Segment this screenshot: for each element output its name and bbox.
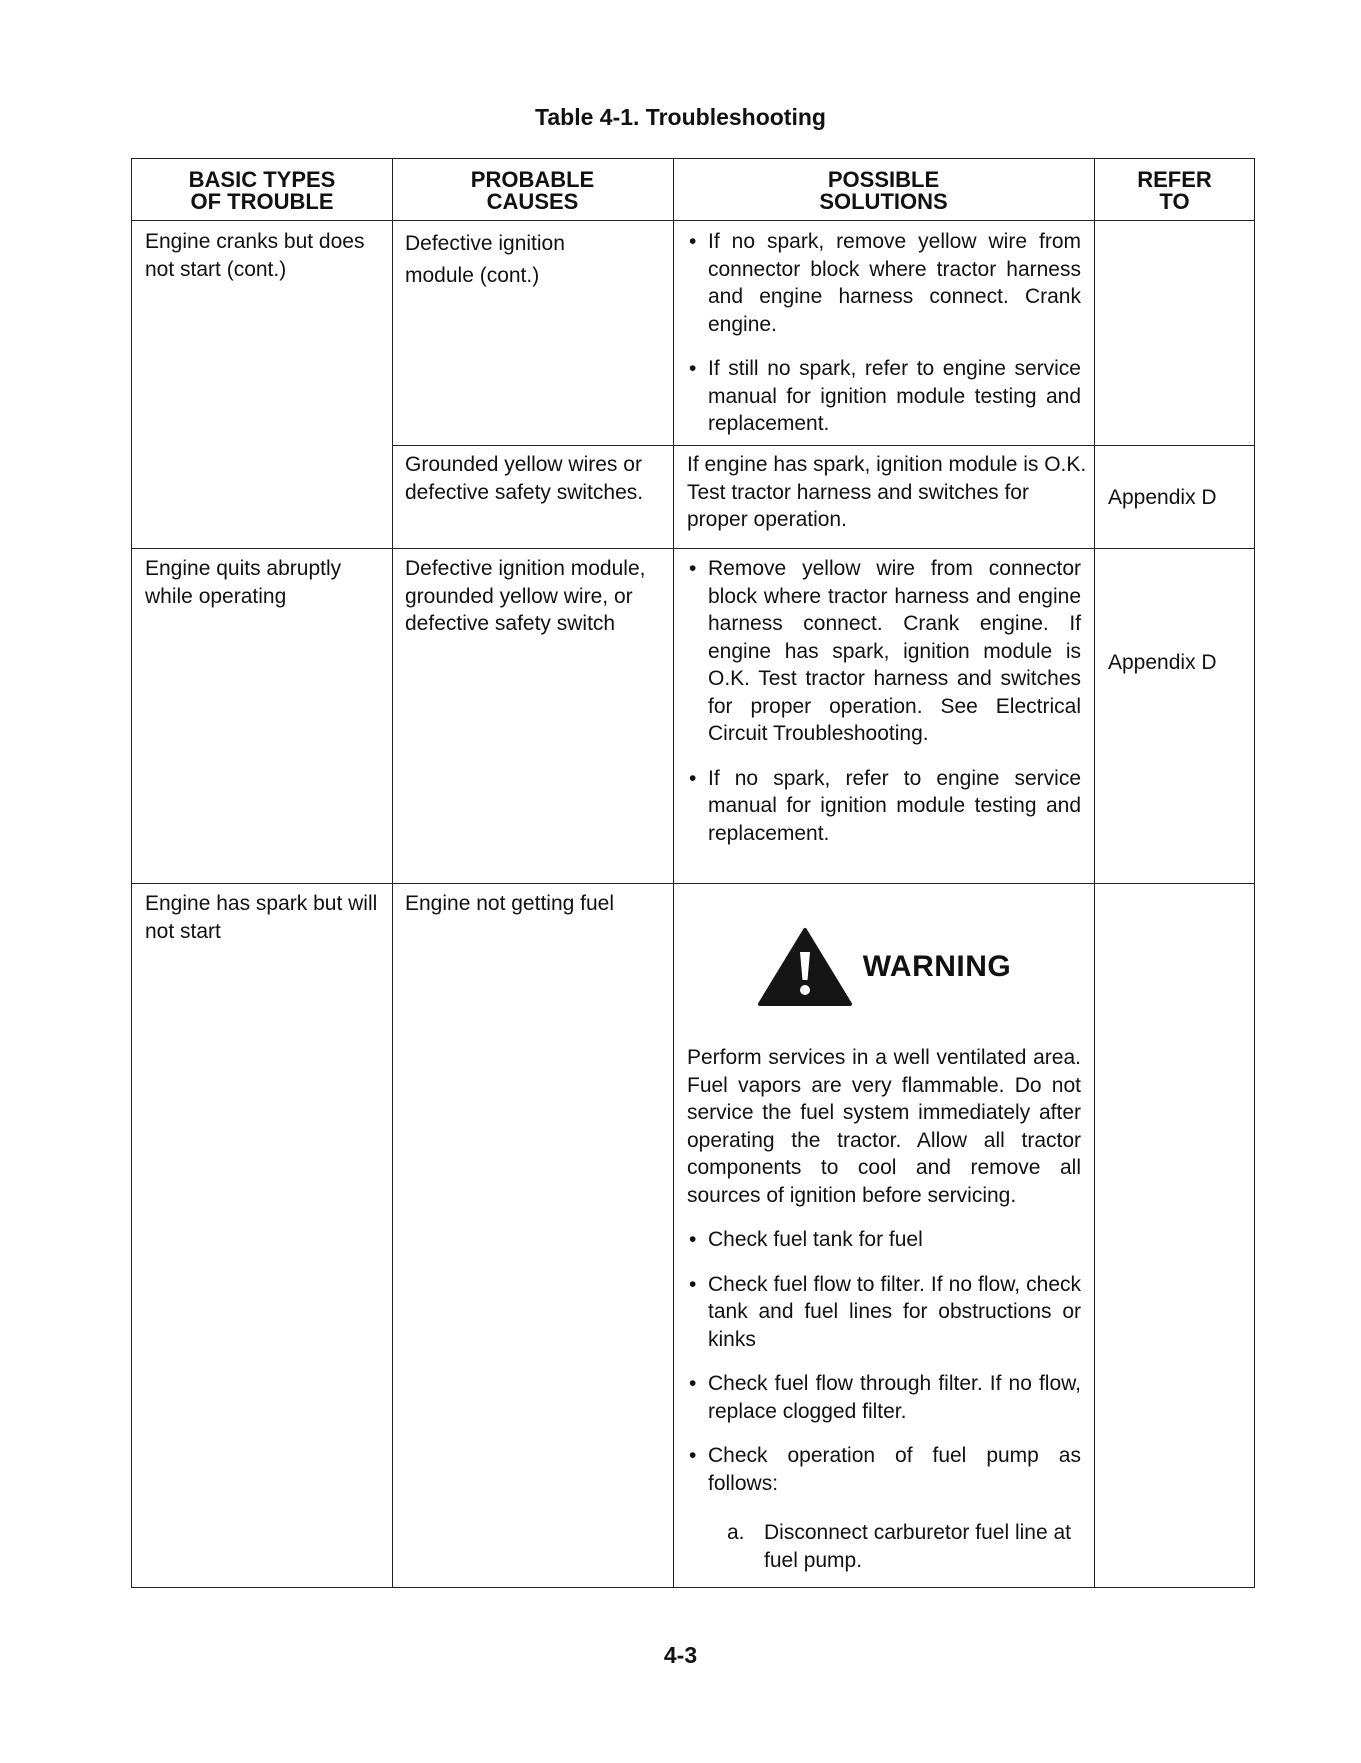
trouble-cell: Engine cranks but does not start (cont.) bbox=[145, 230, 365, 281]
solution-item: • Remove yellow wire from connector block where tractor harness and engine harness connect. Crank engine. If engine has spark, ignition module is O.K. Test tractor harness and switches for proper operation. See Electrical Circuit Troubleshooting. bbox=[687, 555, 1081, 748]
warning-label: WARNING bbox=[862, 950, 1012, 984]
refer-cell: Appendix D bbox=[1108, 651, 1217, 674]
cause-cell: Defective ignition module (cont.) bbox=[405, 232, 565, 287]
solution-item: • If no spark, refer to engine service manual for ignition module testing and replacement. bbox=[687, 765, 1081, 848]
row-divider bbox=[132, 883, 1254, 884]
solution-item: • Check fuel flow through filter. If no flow, replace clogged filter. bbox=[687, 1370, 1081, 1425]
substep-text: Disconnect carburetor fuel line at fuel pump. bbox=[764, 1521, 1071, 1572]
solution-cell bbox=[687, 555, 1081, 864]
row-divider bbox=[132, 548, 1254, 549]
page-title: Table 4-1. Troubleshooting bbox=[535, 104, 826, 130]
trouble-cell: Engine quits abruptly while operating bbox=[145, 557, 342, 608]
solution-item: • Check fuel flow to filter. If no flow, check tank and fuel lines for obstructions or kinks bbox=[687, 1271, 1081, 1354]
page-number: 4-3 bbox=[663, 1642, 698, 1668]
solution-cell bbox=[687, 890, 1081, 1574]
troubleshooting-table bbox=[131, 158, 1255, 1588]
warning-triangle-icon bbox=[757, 926, 853, 1008]
cause-cell: Engine not getting fuel bbox=[405, 892, 614, 915]
substep-marker: a. bbox=[727, 1521, 745, 1544]
solution-item: • If still no spark, refer to engine service manual for ignition module testing and replacement. bbox=[687, 355, 1081, 438]
solution-item: • Check operation of fuel pump as follows: bbox=[687, 1442, 1081, 1497]
column-divider bbox=[1094, 159, 1095, 1587]
solution-cell bbox=[687, 228, 1081, 455]
column-divider bbox=[673, 159, 674, 1587]
header-basic-types: BASIC TYPES OF TROUBLE bbox=[188, 167, 336, 214]
solution-substep bbox=[687, 1519, 1081, 1574]
solution-item: • If no spark, remove yellow wire from connector block where tractor harness and engine harness connect. Crank engine. bbox=[687, 228, 1081, 338]
column-divider bbox=[392, 159, 393, 1587]
solution-item: • Check fuel tank for fuel bbox=[687, 1226, 1081, 1254]
cause-cell: Defective ignition module, grounded yellow wire, or defective safety switch bbox=[405, 557, 646, 635]
solution-cell: If engine has spark, ignition module is O.K. Test tractor harness and switches for proper operation. bbox=[687, 453, 1087, 531]
refer-cell: Appendix D bbox=[1108, 486, 1217, 509]
header-divider bbox=[132, 220, 1254, 221]
header-refer-to: REFER TO bbox=[1137, 167, 1212, 214]
trouble-cell: Engine has spark but will not start bbox=[145, 892, 378, 943]
header-probable-causes: PROBABLE CAUSES bbox=[470, 167, 595, 214]
cause-cell: Grounded yellow wires or defective safety switches. bbox=[405, 453, 644, 504]
header-possible-solutions: POSSIBLE SOLUTIONS bbox=[819, 167, 948, 214]
warning-text: Perform services in a well ventilated area. Fuel vapors are very flammable. Do not service the fuel system immediately after operating the tractor. Allow all tractor components to cool and remove all sources of ignition before servicing. bbox=[687, 1046, 1081, 1207]
warning-banner bbox=[687, 926, 1081, 1008]
